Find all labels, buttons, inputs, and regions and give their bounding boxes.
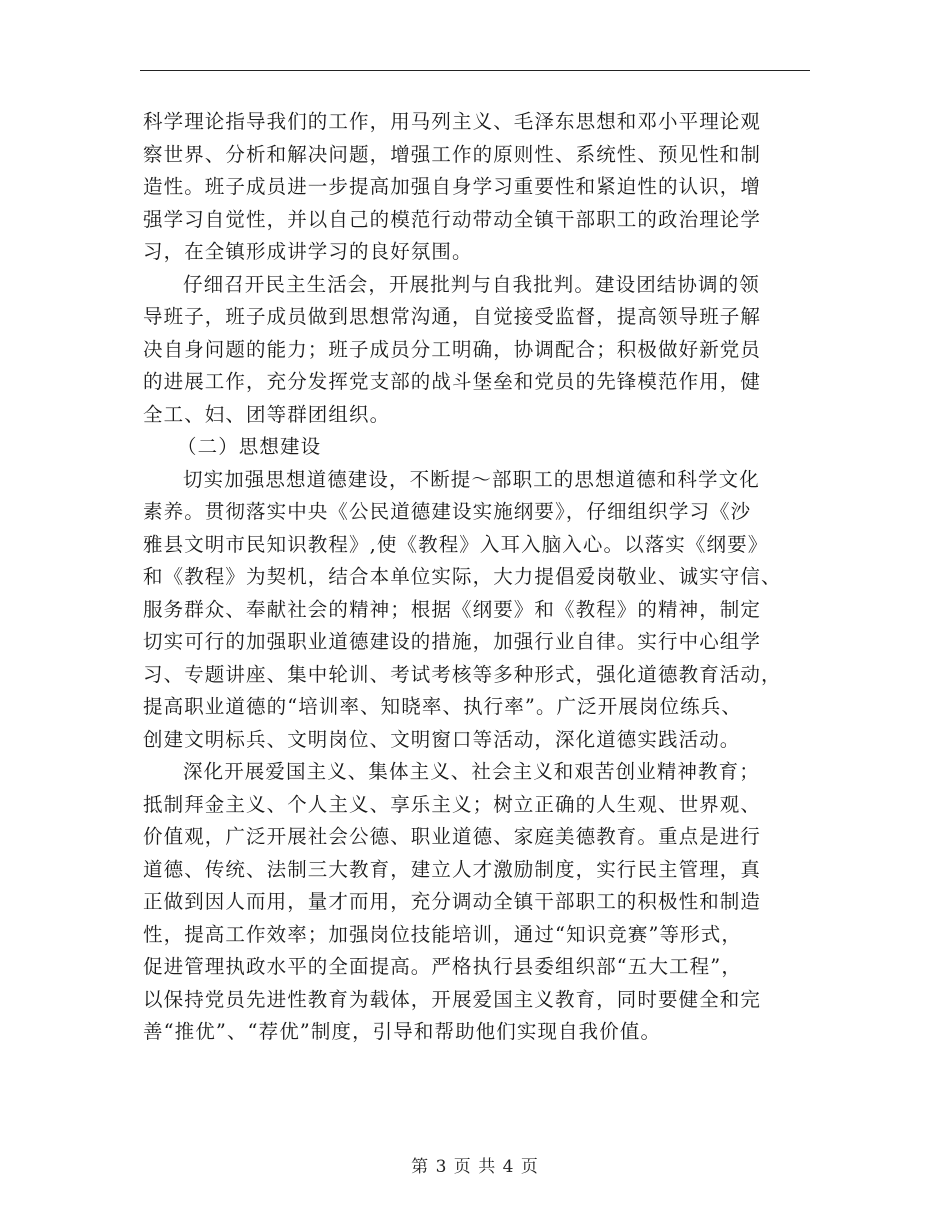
paragraph: [143, 269, 803, 432]
paragraph-line: 创建文明标兵、文明岗位、文明窗口等活动，深化道德实践活动。: [143, 727, 741, 751]
paragraph: [143, 106, 803, 269]
paragraph-line: 仔细召开民主生活会，开展批判与自我批判。建设团结协调的领: [183, 272, 760, 296]
paragraph-line: 促进管理执政水平的全面提高。严格执行县委组织部“五大工程”，: [143, 955, 742, 978]
paragraph-line: 正做到因人而用，量才而用，充分调动全镇干部职工的积极性和制造: [143, 890, 762, 913]
paragraph-line: 道德、传统、法制三大教育，建立人才激励制度，实行民主管理，真: [143, 857, 762, 881]
paragraph-line: 提高职业道德的“培训率、知晓率、执行率”。广泛开展岗位练兵、: [143, 695, 742, 718]
paragraph-line: 深化开展爱国主义、集体主义、社会主义和艰苦创业精神教育；: [183, 760, 760, 783]
paragraph-line: 善“推优”、“荐优”制度，引导和帮助他们实现自我价值。: [143, 1020, 662, 1043]
document-body: [143, 106, 803, 1049]
heading-text: （二）思想建设: [177, 435, 322, 458]
header-rule: [140, 70, 810, 71]
paragraph-line: 性，提高工作效率；加强岗位技能培训，通过“知识竞赛”等形式，: [143, 922, 742, 946]
paragraph-line: 造性。班子成员进一步提高加强自身学习重要性和紧迫性的认识，增: [143, 175, 762, 198]
paragraph-line: 以保持党员先进性教育为载体，开展爱国主义教育，同时要健全和完: [143, 987, 762, 1011]
paragraph-line: 习，在全镇形成讲学习的良好氛围。: [143, 240, 473, 263]
paragraph-line: 服务群众、奉献社会的精神；根据《纲要》和《教程》的精神，制定: [143, 597, 762, 621]
paragraph: [143, 756, 803, 1049]
paragraph-line: 的进展工作，充分发挥党支部的战斗堡垒和党员的先锋模范作用，健: [143, 370, 762, 393]
paragraph-line: 科学理论指导我们的工作，用马列主义、毛泽东思想和邓小平理论观: [143, 110, 762, 133]
paragraph-line: 和《教程》为契机，结合本单位实际，大力提倡爱岗敬业、诚实守信、: [143, 565, 782, 588]
paragraph-line: 切实加强思想道德建设，不断提～部职工的思想道德和科学文化: [183, 467, 760, 491]
paragraph-line: 价值观，广泛开展社会公德、职业道德、家庭美德教育。重点是进行: [143, 825, 762, 848]
paragraph-line: 决自身问题的能力；班子成员分工明确，协调配合；积极做好新党员: [143, 337, 762, 361]
paragraph-line: 察世界、分析和解决问题，增强工作的原则性、系统性、预见性和制: [143, 142, 762, 166]
paragraph-line: 全工、妇、团等群团组织。: [143, 402, 391, 426]
paragraph-line: 雅县文明市民知识教程》,使《教程》入耳入脑入心。以落实《纲要》: [143, 532, 769, 556]
section-heading: [143, 431, 803, 464]
paragraph-line: 素养。贯彻落实中央《公民道德建设实施纲要》，仔细组织学习《沙: [143, 500, 752, 523]
paragraph-line: 抵制拜金主义、个人主义、享乐主义；树立正确的人生观、世界观、: [143, 792, 762, 816]
paragraph: [143, 464, 803, 757]
paragraph-line: 强学习自觉性，并以自己的模范行动带动全镇干部职工的政治理论学: [143, 207, 762, 231]
page-footer: 第 3 页 共 4 页: [411, 1157, 539, 1177]
paragraph-line: 切实可行的加强职业道德建设的措施，加强行业自律。实行中心组学: [143, 630, 762, 653]
paragraph-line: 导班子，班子成员做到思想常沟通，自觉接受监督，提高领导班子解: [143, 305, 762, 328]
paragraph-line: 习、专题讲座、集中轮训、考试考核等多种形式，强化道德教育活动，: [143, 662, 782, 686]
